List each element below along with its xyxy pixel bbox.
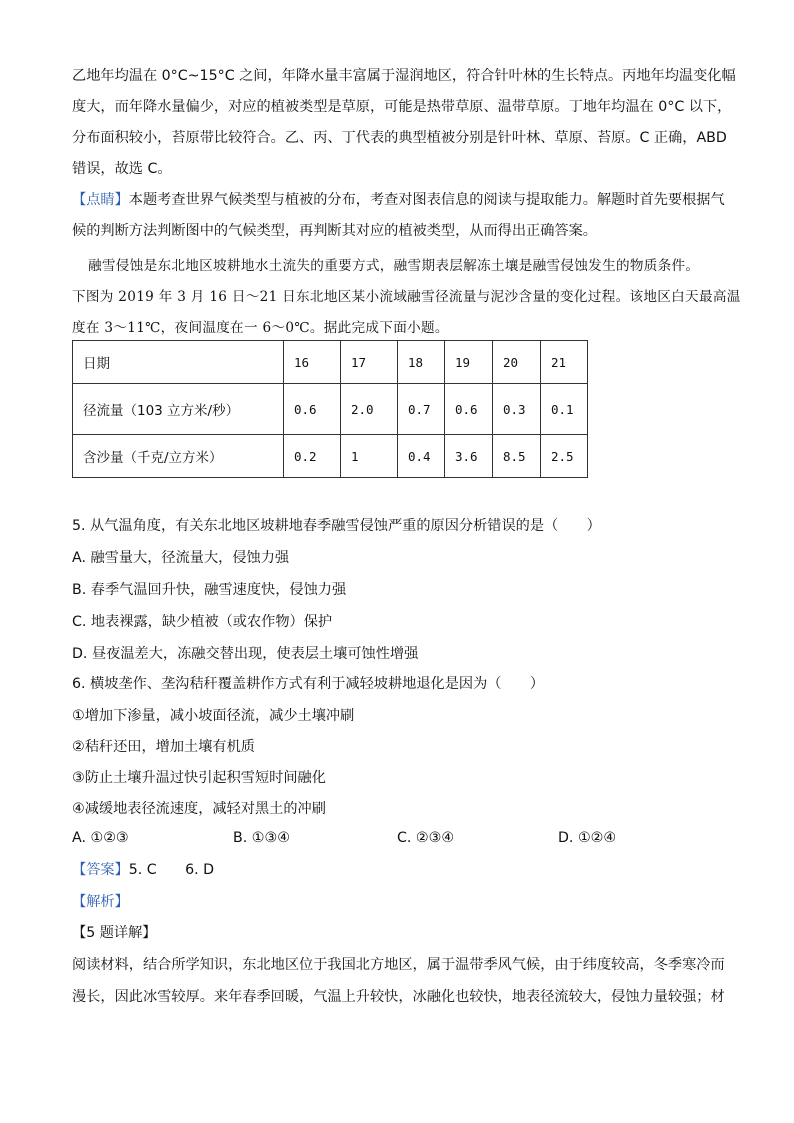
question-6-option: B. ①③④ (233, 830, 290, 846)
table-cell: 2.5 (541, 435, 588, 478)
table-header-row (73, 341, 588, 384)
question-6-option: D. ①②④ (558, 830, 617, 846)
answer-tag: 【答案】 (72, 862, 129, 878)
table-cell: 0.4 (398, 435, 445, 478)
material-line: 融雪侵蚀是东北地区坡耕地水土流失的重要方式，融雪期表层解冻土壤是融雪侵蚀发生的物质条件。 (88, 258, 700, 274)
runoff-sediment-table (72, 340, 588, 478)
answer-line (72, 860, 214, 880)
paragraph-line: 分布面积较小，苔原带比较符合。乙、丙、丁代表的典型植被分别是针叶林、草原、苔原。C 正确，ABD (72, 130, 727, 146)
question-6-option: A. ①②③ (72, 830, 129, 846)
table-row (73, 384, 588, 435)
paragraph-line: 错误，故选 C。 (72, 161, 172, 177)
question-6-item: ③防止土壤升温过快引起积雪短时间融化 (72, 770, 326, 786)
table-cell: 20 (493, 341, 541, 384)
table-cell: 19 (445, 341, 493, 384)
table-cell: 17 (341, 341, 398, 384)
answer-text: 5. C 6. D (128, 862, 215, 878)
question-6-item: ①增加下渗量，减小坡面径流，减少土壤冲刷 (72, 708, 355, 724)
question-6-stem: 6. 横坡垄作、垄沟秸秆覆盖耕作方式有利于减轻坡耕地退化是因为（ ） (72, 676, 545, 692)
paragraph-line: 度大，而年降水量偏少，对应的植被类型是草原，可能是热带草原、温带草原。丁地年均温在 0°C 以下， (72, 99, 732, 115)
dianjing-line: 候的判断方法判断图中的气候类型，再判断其对应的植被类型，从而得出正确答案。 (72, 223, 597, 239)
table-cell: 日期 (73, 341, 284, 384)
question-5-option: D. 昼夜温差大，冻融交替出现，使表层土壤可蚀性增强 (72, 646, 419, 662)
material-line: 下图为 2019 年 3 月 16 日～21 日东北地区某小流域融雪径流量与泥沙含量的变化过程。该地区白天最高温 (72, 289, 741, 305)
table-cell: 21 (541, 341, 588, 384)
table-cell: 2.0 (341, 384, 398, 435)
table-cell: 18 (398, 341, 445, 384)
table-cell: 径流量（103 立方米/秒） (73, 384, 284, 435)
dianjing-text: 本题考查世界气候类型与植被的分布，考查对图表信息的阅读与提取能力。解题时首先要根据气 (128, 192, 725, 208)
table-cell: 0.6 (284, 384, 341, 435)
table-cell: 含沙量（千克/立方米） (73, 435, 284, 478)
question-6-option: C. ②③④ (397, 830, 455, 846)
analysis-tag: 【解析】 (72, 894, 129, 910)
paragraph-line: 漫长，因此冰雪较厚。来年春季回暖，气温上升较快，冰融化也较快，地表径流较大，侵蚀力量较强；材 (72, 989, 725, 1005)
table-cell: 8.5 (493, 435, 541, 478)
question-5-option: A. 融雪量大，径流量大，侵蚀力强 (72, 550, 290, 566)
table-cell: 3.6 (445, 435, 493, 478)
dianjing-line (72, 190, 725, 210)
dianjing-tag: 【点睛】 (72, 192, 129, 208)
question-5-stem: 5. 从气温角度，有关东北地区坡耕地春季融雪侵蚀严重的原因分析错误的是（ ） (72, 518, 601, 534)
table-row (73, 435, 588, 478)
question-5-option: B. 春季气温回升快，融雪速度快，侵蚀力强 (72, 582, 347, 598)
question-6-item: ④减缓地表径流速度，减轻对黑土的冲刷 (72, 801, 326, 817)
table-cell: 0.1 (541, 384, 588, 435)
material-line: 度在 3～11℃，夜间温度在一 6～0℃。据此完成下面小题。 (72, 320, 449, 336)
table-cell: 0.6 (445, 384, 493, 435)
q5-detail-tag: 【5 题详解】 (72, 925, 157, 941)
paragraph-line: 阅读材料，结合所学知识，东北地区位于我国北方地区，属于温带季风气候，由于纬度较高，冬季寒冷而 (72, 957, 725, 973)
question-6-item: ②秸秆还田，增加土壤有机质 (72, 739, 255, 755)
question-5-option: C. 地表裸露，缺少植被（或农作物）保护 (72, 614, 333, 630)
table-cell: 0.7 (398, 384, 445, 435)
paragraph-line: 乙地年均温在 0°C~15°C 之间，年降水量丰富属于湿润地区，符合针叶林的生长特点。丙地年均温变化幅 (72, 68, 736, 84)
table-cell: 16 (284, 341, 341, 384)
table-cell: 0.2 (284, 435, 341, 478)
table-cell: 1 (341, 435, 398, 478)
table-cell: 0.3 (493, 384, 541, 435)
